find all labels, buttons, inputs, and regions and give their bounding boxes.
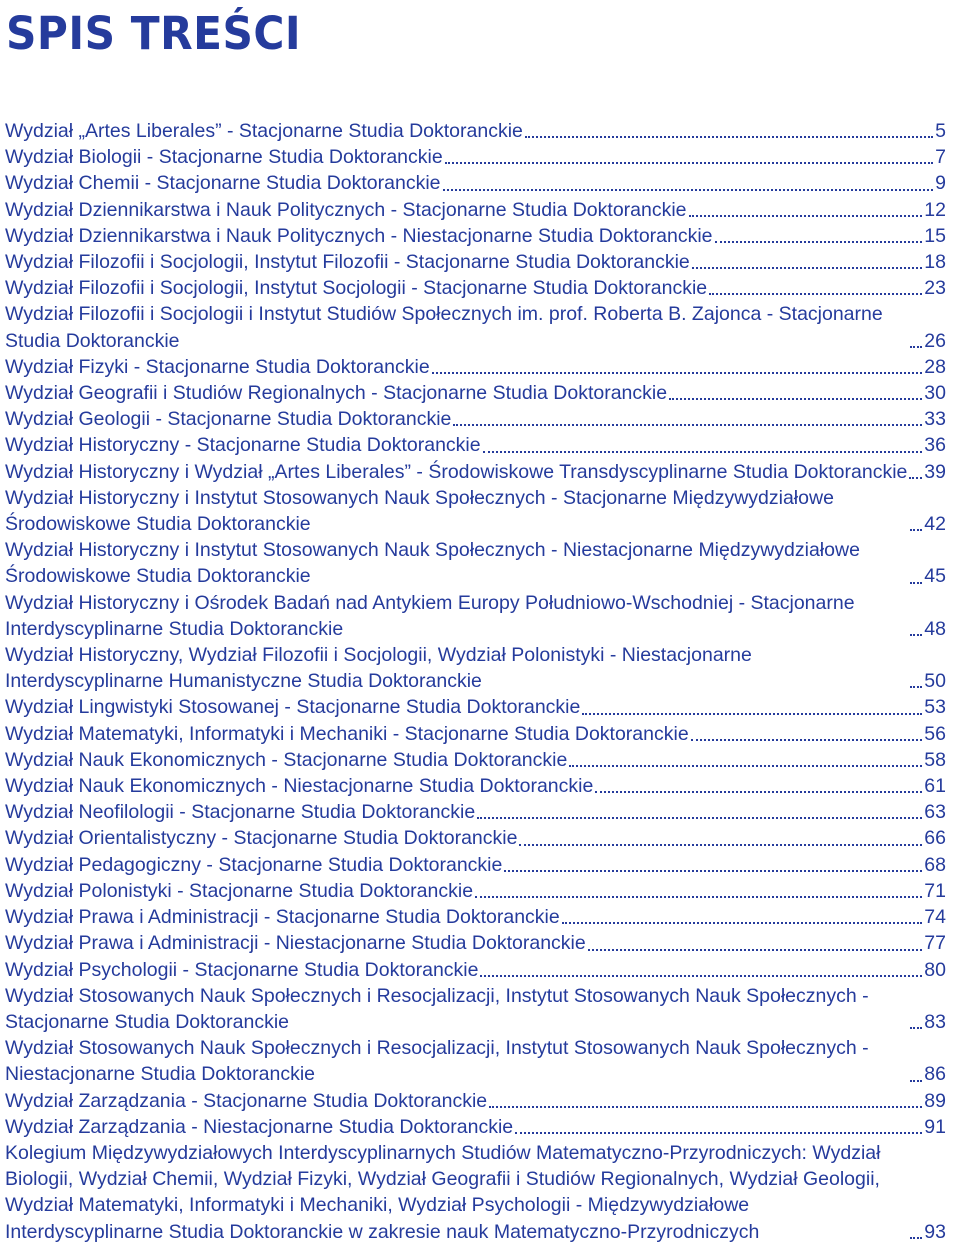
toc-dot-leader <box>480 975 922 977</box>
toc-dot-leader <box>443 189 934 191</box>
toc-dot-leader <box>715 241 923 243</box>
toc-entry-title: Wydział Filozofii i Socjologii i Instytut Studiów Społecznych im. prof. Roberta B. Zajonca - Stacjonarne Studia Doktoranckie <box>5 303 883 352</box>
toc-entry <box>5 747 946 773</box>
toc-entry-title: Wydział Prawa i Administracji - Niestacjonarne Studia Doktoranckie <box>5 932 586 955</box>
toc-entry <box>5 1035 946 1087</box>
toc-entry <box>5 957 946 983</box>
toc-entry <box>5 642 946 694</box>
toc-entry-title: Wydział Pedagogiczny - Stacjonarne Studia Doktoranckie <box>5 853 503 876</box>
toc-dot-leader <box>477 817 922 819</box>
toc-entry-title: Wydział Historyczny i Ośrodek Badań nad Antykiem Europy Południowo-Wschodniej - Stacjonarne Interdyscyplinarne Studia Doktoranckie <box>5 591 855 640</box>
toc-entry-title: Wydział Filozofii i Socjologii, Instytut Filozofii - Stacjonarne Studia Doktoranckie <box>5 251 690 274</box>
toc-entry-title: Wydział Polonistyki - Stacjonarne Studia Doktoranckie <box>5 879 474 902</box>
toc-entry-page-number: 93 <box>924 1220 946 1243</box>
toc-entry-title: Wydział Historyczny i Instytut Stosowanych Nauk Społecznych - Stacjonarne Międzywydziałowe Środowiskowe Studia Doktoranckie <box>5 486 834 536</box>
toc-dot-leader <box>582 713 922 715</box>
toc-entry-page-number: 50 <box>924 670 946 693</box>
toc-entry-page-number: 68 <box>924 853 946 876</box>
toc-entry-title: Wydział Nauk Ekonomicznych - Stacjonarne Studia Doktoranckie <box>5 748 568 771</box>
toc-entry <box>5 930 946 956</box>
toc-entry-page-number: 12 <box>924 198 946 221</box>
toc-entry-title: Wydział Filozofii i Socjologii, Instytut Socjologii - Stacjonarne Studia Doktoranckie <box>5 277 708 300</box>
toc-dot-leader <box>709 293 922 295</box>
toc-entry <box>5 1088 946 1114</box>
toc-entry <box>5 459 946 485</box>
toc-entry-page-number: 77 <box>924 932 946 955</box>
toc-dot-leader <box>691 739 923 741</box>
toc-entry-page-number: 66 <box>924 827 946 850</box>
toc-dot-leader <box>910 1237 922 1239</box>
toc-entry-title: Wydział Neofilologii - Stacjonarne Studia Doktoranckie <box>5 801 476 824</box>
toc-entry <box>5 249 946 275</box>
toc-entry-page-number: 30 <box>924 382 946 405</box>
toc-entry-page-number: 48 <box>924 617 946 640</box>
table-of-contents <box>5 118 946 1245</box>
toc-dot-leader <box>692 267 923 269</box>
toc-entry <box>5 590 946 642</box>
toc-entry-page-number: 56 <box>924 722 946 745</box>
toc-dot-leader <box>504 870 922 872</box>
toc-entry <box>5 537 946 589</box>
toc-entry-page-number: 86 <box>924 1063 946 1086</box>
toc-entry <box>5 852 946 878</box>
toc-entry-title: Wydział Chemii - Stacjonarne Studia Doktoranckie <box>5 172 441 195</box>
toc-dot-leader <box>910 634 922 636</box>
toc-entry <box>5 773 946 799</box>
toc-entry-title: Wydział Nauk Ekonomicznych - Niestacjonarne Studia Doktoranckie <box>5 775 594 798</box>
toc-dot-leader <box>475 896 922 898</box>
toc-dot-leader <box>588 949 923 951</box>
toc-entry-page-number: 26 <box>924 329 946 352</box>
toc-entry-page-number: 39 <box>924 460 946 483</box>
toc-entry-page-number: 18 <box>924 251 946 274</box>
toc-entry <box>5 694 946 720</box>
toc-dot-leader <box>910 582 922 584</box>
toc-entry-title: Wydział Matematyki, Informatyki i Mechaniki - Stacjonarne Studia Doktoranckie <box>5 722 689 745</box>
toc-entry-page-number: 15 <box>924 224 946 247</box>
page-title: SPIS TREŚCI <box>6 7 302 60</box>
toc-entry-title: Wydział „Artes Liberales” - Stacjonarne Studia Doktoranckie <box>5 120 523 142</box>
toc-dot-leader <box>689 215 923 217</box>
toc-entry <box>5 223 946 249</box>
toc-dot-leader <box>562 922 923 924</box>
toc-dot-leader <box>910 1080 922 1082</box>
toc-dot-leader <box>525 136 933 138</box>
toc-entry <box>5 983 946 1035</box>
toc-dot-leader <box>445 162 933 164</box>
toc-entry <box>5 904 946 930</box>
toc-entry-page-number: 58 <box>924 748 946 771</box>
toc-entry-title: Wydział Zarządzania - Stacjonarne Studia Doktoranckie <box>5 1089 488 1112</box>
toc-entry <box>5 354 946 380</box>
toc-entry <box>5 825 946 851</box>
toc-entry-page-number: 63 <box>924 801 946 824</box>
toc-dot-leader <box>515 1132 922 1134</box>
toc-entry-page-number: 61 <box>924 775 946 798</box>
toc-dot-leader <box>910 529 922 531</box>
toc-entry-title: Wydział Orientalistyczny - Stacjonarne Studia Doktoranckie <box>5 827 518 850</box>
toc-dot-leader <box>483 451 923 453</box>
toc-entry-title: Wydział Geografii i Studiów Regionalnych - Stacjonarne Studia Doktoranckie <box>5 382 668 405</box>
toc-entry <box>5 118 946 144</box>
toc-entry <box>5 275 946 301</box>
toc-entry-title: Kolegium Międzywydziałowych Interdyscyplinarnych Studiów Matematyczno-Przyrodniczych: Wydział Biologii, Wydział Chemii, Wydział Fizyki, Wydział Geografii i Studiów Regionalnych, Wydział Geologii, Wydział Matematyki, Informatyki i Mechaniki, Wydział Psychologii - Międzywydziałowe Interdyscyplinarne Studia Doktoranckie w zakresie nauk Matematyczno-Przyrodniczych <box>5 1141 881 1243</box>
toc-dot-leader <box>489 1106 922 1108</box>
toc-entry-page-number: 71 <box>924 879 946 902</box>
toc-entry <box>5 799 946 825</box>
toc-entry-title: Wydział Historyczny i Instytut Stosowanych Nauk Społecznych - Niestacjonarne Międzywydziałowe Środowiskowe Studia Doktoranckie <box>5 539 860 588</box>
toc-entry-title: Wydział Historyczny - Stacjonarne Studia Doktoranckie <box>5 434 481 457</box>
toc-entry <box>5 1114 946 1140</box>
toc-entry-title: Wydział Prawa i Administracji - Stacjonarne Studia Doktoranckie <box>5 906 560 929</box>
toc-entry-page-number: 91 <box>924 1115 946 1138</box>
toc-entry-page-number: 23 <box>924 277 946 300</box>
toc-entry <box>5 197 946 223</box>
toc-entry <box>5 380 946 406</box>
toc-entry-page-number: 89 <box>924 1089 946 1112</box>
toc-entry-title: Wydział Dziennikarstwa i Nauk Politycznych - Niestacjonarne Studia Doktoranckie <box>5 224 713 247</box>
toc-dot-leader <box>910 686 922 688</box>
toc-dot-leader <box>569 765 922 767</box>
toc-dot-leader <box>909 477 922 479</box>
toc-entry-page-number: 5 <box>935 120 946 142</box>
toc-entry <box>5 301 946 353</box>
toc-entry-title: Wydział Psychologii - Stacjonarne Studia Doktoranckie <box>5 958 479 981</box>
toc-dot-leader <box>432 372 923 374</box>
toc-entry-page-number: 80 <box>924 958 946 981</box>
toc-entry-title: Wydział Geologii - Stacjonarne Studia Doktoranckie <box>5 408 452 431</box>
toc-entry-title: Wydział Lingwistyki Stosowanej - Stacjonarne Studia Doktoranckie <box>5 696 581 719</box>
toc-dot-leader <box>453 424 922 426</box>
toc-entry-page-number: 83 <box>924 1010 946 1033</box>
toc-dot-leader <box>910 346 922 348</box>
toc-entry-page-number: 9 <box>935 172 946 195</box>
toc-dot-leader <box>519 844 922 846</box>
toc-entry-title: Wydział Stosowanych Nauk Społecznych i Resocjalizacji, Instytut Stosowanych Nauk Społecznych - Niestacjonarne Studia Doktoranckie <box>5 1037 869 1086</box>
toc-dot-leader <box>595 791 922 793</box>
toc-entry-title: Wydział Zarządzania - Niestacjonarne Studia Doktoranckie <box>5 1115 514 1138</box>
toc-entry-title: Wydział Dziennikarstwa i Nauk Politycznych - Stacjonarne Studia Doktoranckie <box>5 198 687 221</box>
toc-entry-page-number: 53 <box>924 696 946 719</box>
toc-entry-title: Wydział Stosowanych Nauk Społecznych i Resocjalizacji, Instytut Stosowanych Nauk Społecznych - Stacjonarne Studia Doktoranckie <box>5 984 869 1033</box>
toc-entry-page-number: 28 <box>924 355 946 378</box>
toc-entry-title: Wydział Fizyki - Stacjonarne Studia Doktoranckie <box>5 355 430 378</box>
toc-entry-title: Wydział Historyczny i Wydział „Artes Liberales” - Środowiskowe Transdyscyplinarne Studia Doktoranckie <box>5 460 908 483</box>
toc-entry-page-number: 45 <box>924 565 946 588</box>
toc-entry-page-number: 74 <box>924 906 946 929</box>
toc-entry <box>5 1140 946 1245</box>
toc-entry <box>5 170 946 196</box>
toc-entry <box>5 432 946 458</box>
toc-entry-title: Wydział Historyczny, Wydział Filozofii i Socjologii, Wydział Polonistyki - Niestacjonarne Interdyscyplinarne Humanistyczne Studia Doktoranckie <box>5 644 752 693</box>
toc-entry-page-number: 33 <box>924 408 946 431</box>
toc-entry <box>5 144 946 170</box>
toc-entry-page-number: 36 <box>924 434 946 457</box>
toc-dot-leader <box>669 398 922 400</box>
toc-entry <box>5 485 946 537</box>
toc-entry <box>5 721 946 747</box>
toc-entry-page-number: 7 <box>935 146 946 169</box>
toc-entry-page-number: 42 <box>924 513 946 536</box>
toc-entry <box>5 406 946 432</box>
toc-dot-leader <box>910 1027 922 1029</box>
toc-entry-title: Wydział Biologii - Stacjonarne Studia Doktoranckie <box>5 146 443 169</box>
toc-entry <box>5 878 946 904</box>
